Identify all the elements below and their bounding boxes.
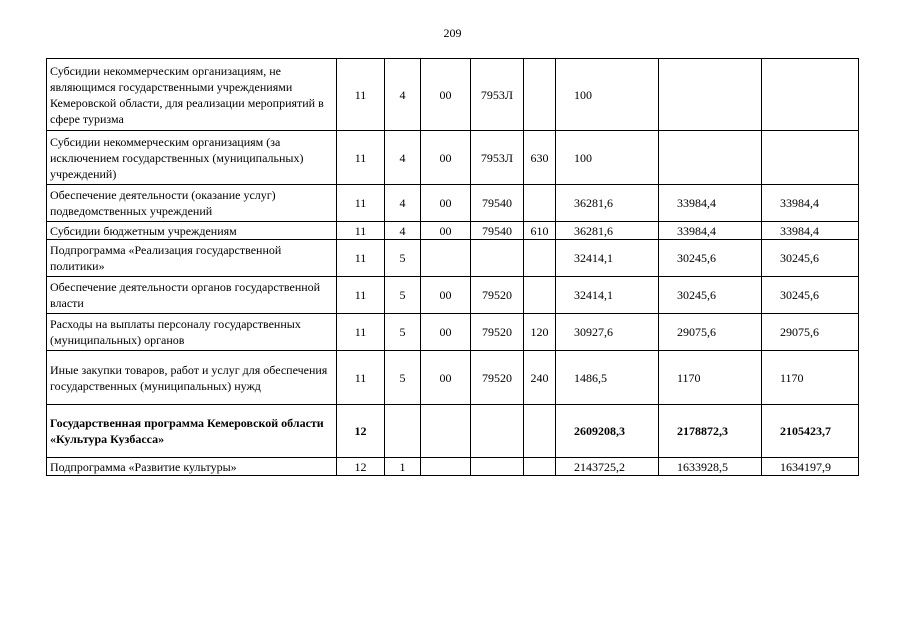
table-row bbox=[47, 314, 859, 351]
amount-year-1: 36281,6 bbox=[556, 222, 659, 240]
expense-type-code bbox=[524, 405, 556, 458]
program-code: 00 bbox=[421, 222, 471, 240]
subsection-code: 4 bbox=[385, 131, 421, 185]
amount-year-3: 29075,6 bbox=[762, 314, 859, 351]
expense-type-code: 610 bbox=[524, 222, 556, 240]
amount-year-3: 1170 bbox=[762, 351, 859, 405]
amount-year-3: 2105423,7 bbox=[762, 405, 859, 458]
section-code: 11 bbox=[337, 185, 385, 222]
program-code: 00 bbox=[421, 185, 471, 222]
target-article-code: 7953Л bbox=[471, 131, 524, 185]
page-number: 209 bbox=[443, 26, 462, 40]
table-row bbox=[47, 240, 859, 277]
program-code: 00 bbox=[421, 277, 471, 314]
section-code: 11 bbox=[337, 131, 385, 185]
amount-year-2: 1170 bbox=[659, 351, 762, 405]
amount-year-2: 30245,6 bbox=[659, 240, 762, 277]
section-code: 11 bbox=[337, 351, 385, 405]
amount-year-3: 1634197,9 bbox=[762, 458, 859, 476]
subsection-code: 5 bbox=[385, 277, 421, 314]
target-article-code: 79540 bbox=[471, 222, 524, 240]
amount-year-2: 33984,4 bbox=[659, 222, 762, 240]
section-code: 11 bbox=[337, 222, 385, 240]
amount-year-1: 100 bbox=[556, 59, 659, 131]
amount-year-3: 33984,4 bbox=[762, 222, 859, 240]
item-name: Расходы на выплаты персоналу государственных (муниципальных) органов bbox=[47, 314, 337, 351]
table-row bbox=[47, 277, 859, 314]
amount-year-3: 33984,4 bbox=[762, 185, 859, 222]
program-code: 00 bbox=[421, 131, 471, 185]
section-code: 11 bbox=[337, 314, 385, 351]
amount-year-3: 30245,6 bbox=[762, 240, 859, 277]
item-name: Субсидии некоммерческим организациям (за исключением государственных (муниципальных) учреждений) bbox=[47, 131, 337, 185]
table-row bbox=[47, 458, 859, 476]
amount-year-1: 2143725,2 bbox=[556, 458, 659, 476]
amount-year-1: 2609208,3 bbox=[556, 405, 659, 458]
amount-year-2: 33984,4 bbox=[659, 185, 762, 222]
amount-year-3 bbox=[762, 131, 859, 185]
expense-type-code bbox=[524, 277, 556, 314]
amount-year-2: 29075,6 bbox=[659, 314, 762, 351]
target-article-code: 79520 bbox=[471, 351, 524, 405]
expense-type-code bbox=[524, 458, 556, 476]
section-code: 11 bbox=[337, 277, 385, 314]
target-article-code bbox=[471, 405, 524, 458]
amount-year-2 bbox=[659, 59, 762, 131]
amount-year-1: 30927,6 bbox=[556, 314, 659, 351]
expense-type-code: 630 bbox=[524, 131, 556, 185]
subsection-code: 1 bbox=[385, 458, 421, 476]
section-code: 11 bbox=[337, 59, 385, 131]
target-article-code: 7953Л bbox=[471, 59, 524, 131]
subsection-code: 5 bbox=[385, 351, 421, 405]
amount-year-1: 36281,6 bbox=[556, 185, 659, 222]
subsection-code bbox=[385, 405, 421, 458]
target-article-code: 79540 bbox=[471, 185, 524, 222]
budget-table bbox=[46, 58, 859, 476]
expense-type-code: 120 bbox=[524, 314, 556, 351]
item-name: Подпрограмма «Реализация государственной политики» bbox=[47, 240, 337, 277]
target-article-code: 79520 bbox=[471, 277, 524, 314]
item-name: Подпрограмма «Развитие культуры» bbox=[47, 458, 337, 476]
section-code: 11 bbox=[337, 240, 385, 277]
program-code bbox=[421, 240, 471, 277]
amount-year-2: 30245,6 bbox=[659, 277, 762, 314]
table-row bbox=[47, 59, 859, 131]
item-name: Субсидии некоммерческим организациям, не являющимся государственными учреждениями Кемеровской области, для реализации мероприятий в сфере туризма bbox=[47, 59, 337, 131]
target-article-code bbox=[471, 240, 524, 277]
program-code: 00 bbox=[421, 59, 471, 131]
program-code: 00 bbox=[421, 314, 471, 351]
amount-year-1: 1486,5 bbox=[556, 351, 659, 405]
amount-year-2: 1633928,5 bbox=[659, 458, 762, 476]
amount-year-1: 32414,1 bbox=[556, 240, 659, 277]
program-code bbox=[421, 405, 471, 458]
expense-type-code bbox=[524, 59, 556, 131]
item-name: Иные закупки товаров, работ и услуг для обеспечения государственных (муниципальных) нужд bbox=[47, 351, 337, 405]
subsection-code: 5 bbox=[385, 314, 421, 351]
target-article-code bbox=[471, 458, 524, 476]
amount-year-2: 2178872,3 bbox=[659, 405, 762, 458]
table-row bbox=[47, 131, 859, 185]
item-name: Обеспечение деятельности органов государственной власти bbox=[47, 277, 337, 314]
expense-type-code: 240 bbox=[524, 351, 556, 405]
amount-year-1: 32414,1 bbox=[556, 277, 659, 314]
table-row bbox=[47, 351, 859, 405]
subsection-code: 5 bbox=[385, 240, 421, 277]
table-row bbox=[47, 405, 859, 458]
table-row bbox=[47, 185, 859, 222]
section-code: 12 bbox=[337, 458, 385, 476]
subsection-code: 4 bbox=[385, 59, 421, 131]
subsection-code: 4 bbox=[385, 222, 421, 240]
expense-type-code bbox=[524, 240, 556, 277]
program-code bbox=[421, 458, 471, 476]
item-name: Субсидии бюджетным учреждениям bbox=[47, 222, 337, 240]
amount-year-3 bbox=[762, 59, 859, 131]
amount-year-2 bbox=[659, 131, 762, 185]
item-name: Государственная программа Кемеровской области «Культура Кузбасса» bbox=[47, 405, 337, 458]
program-code: 00 bbox=[421, 351, 471, 405]
amount-year-1: 100 bbox=[556, 131, 659, 185]
amount-year-3: 30245,6 bbox=[762, 277, 859, 314]
subsection-code: 4 bbox=[385, 185, 421, 222]
expense-type-code bbox=[524, 185, 556, 222]
section-code: 12 bbox=[337, 405, 385, 458]
item-name: Обеспечение деятельности (оказание услуг) подведомственных учреждений bbox=[47, 185, 337, 222]
target-article-code: 79520 bbox=[471, 314, 524, 351]
table-row bbox=[47, 222, 859, 240]
